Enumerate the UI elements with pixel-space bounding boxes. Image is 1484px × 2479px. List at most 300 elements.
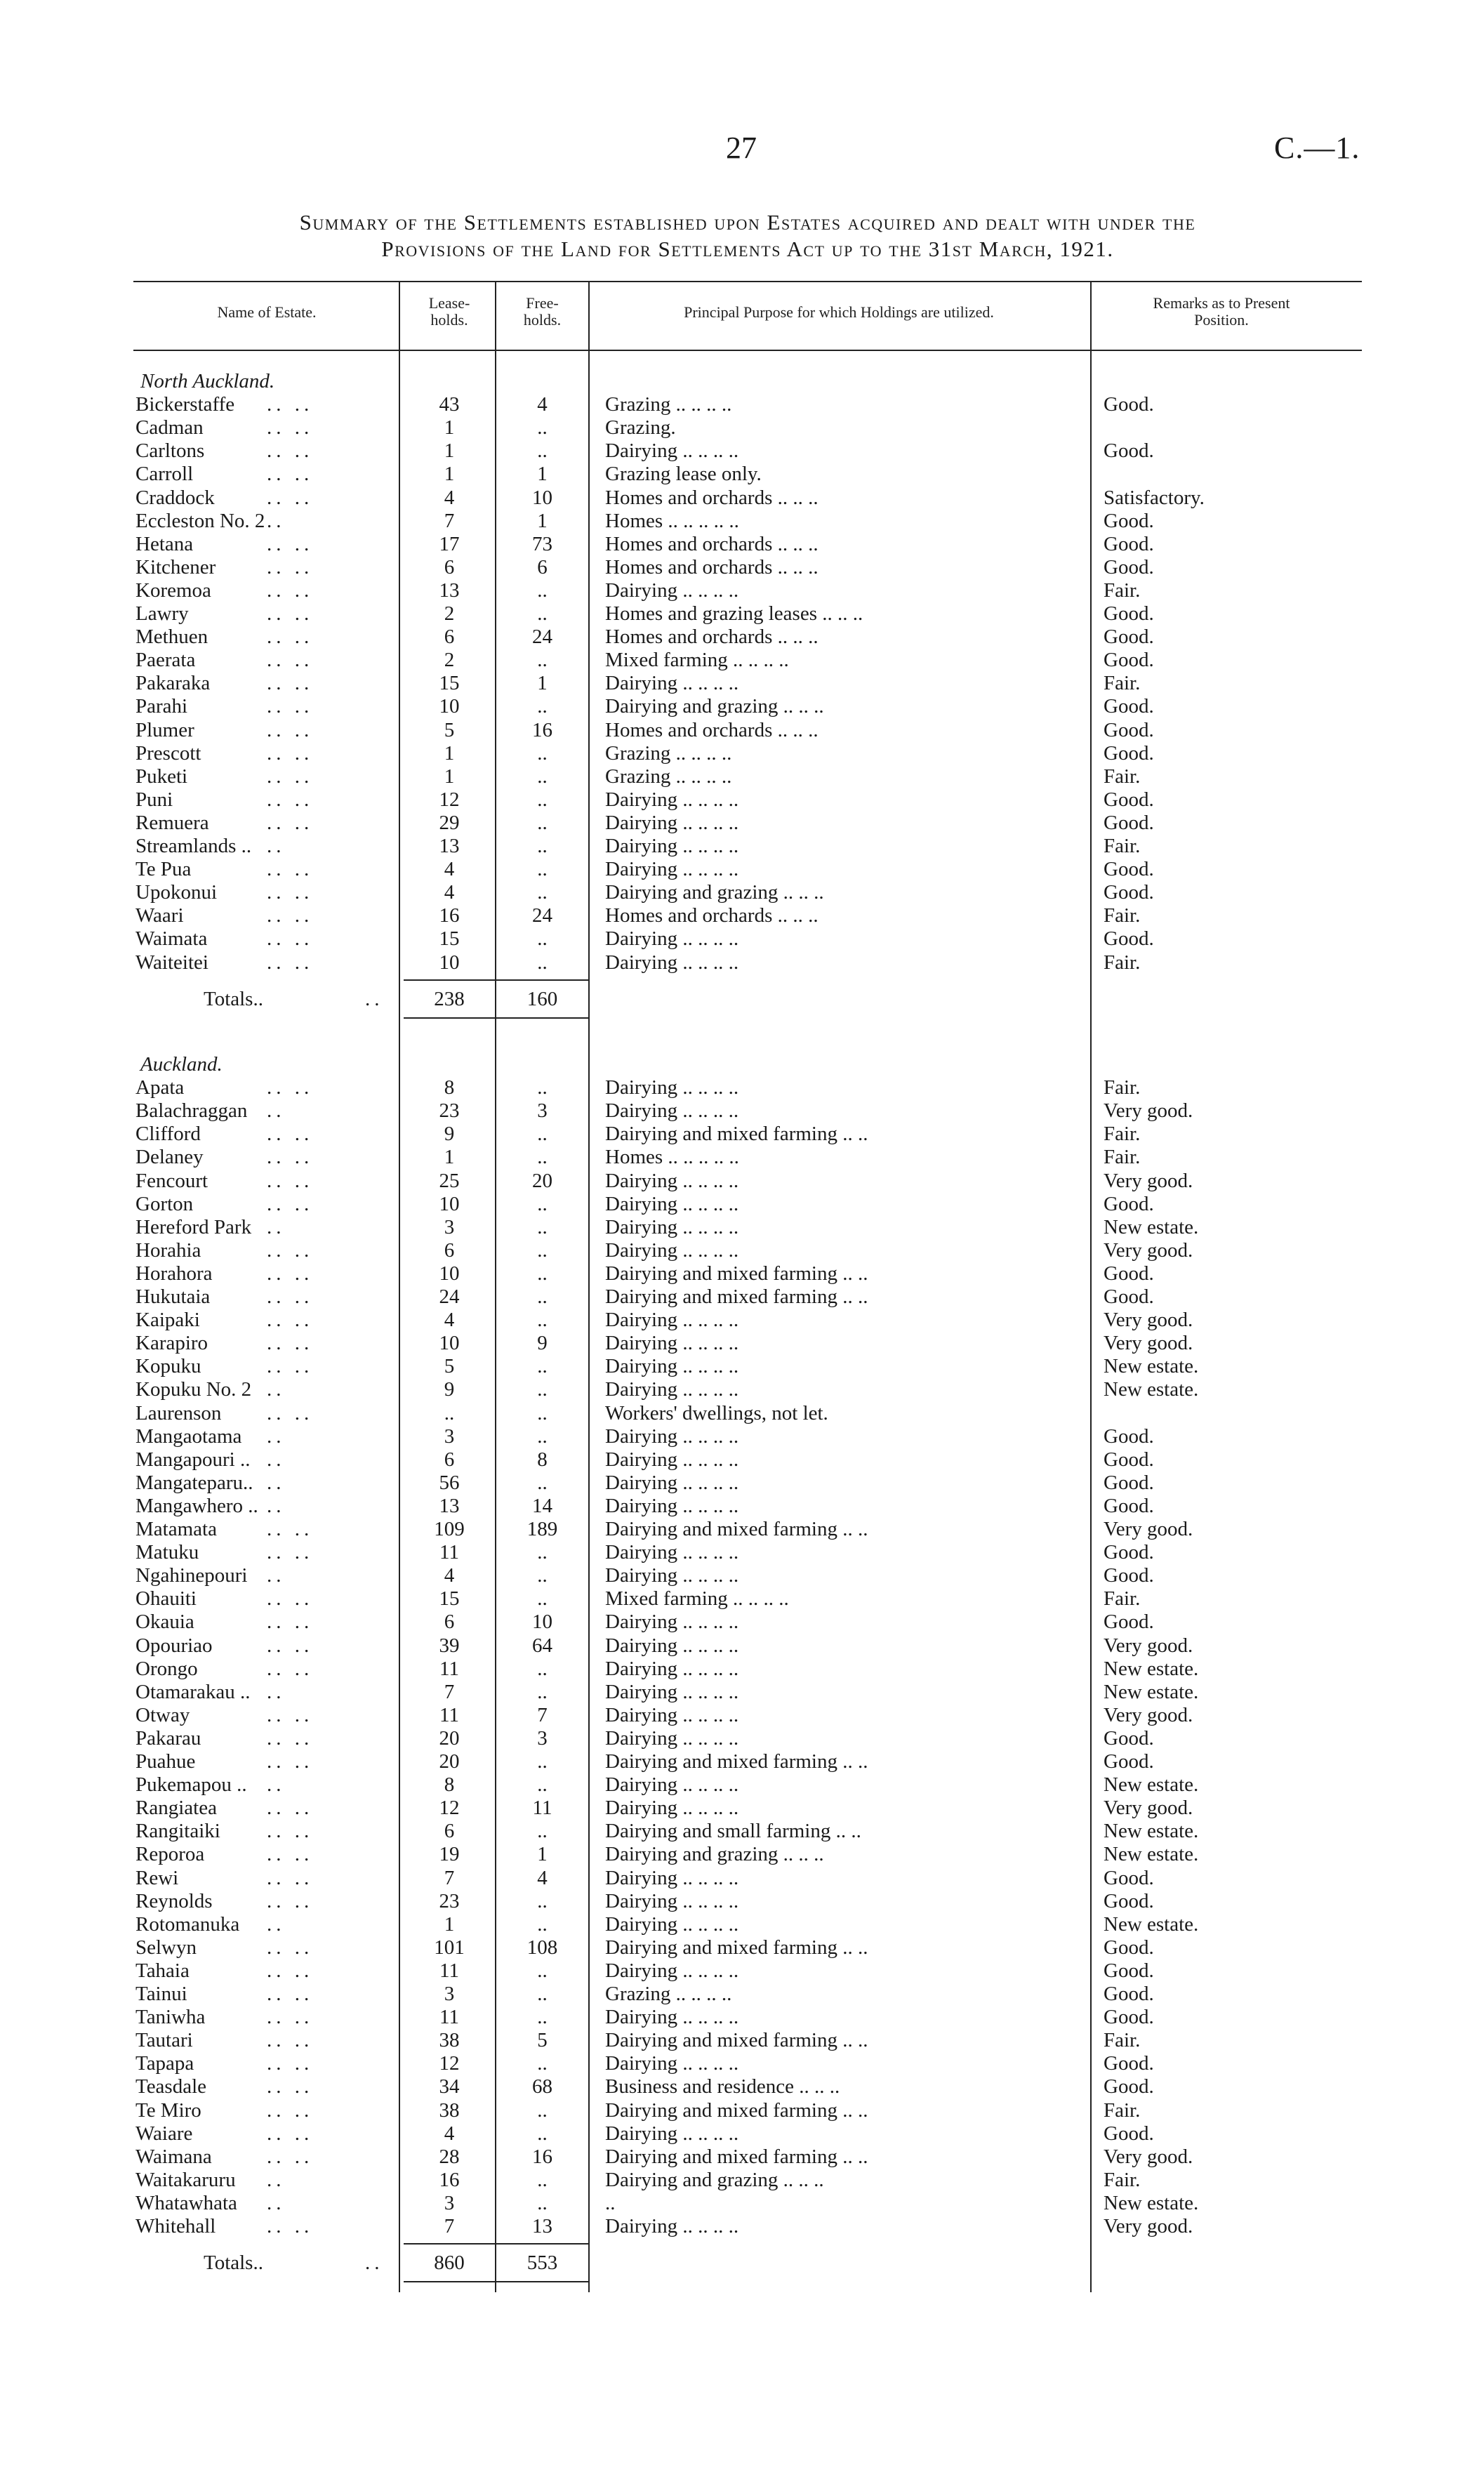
freeholds-value: 16 <box>532 718 552 741</box>
leader-dots: .. .. <box>267 1983 314 2005</box>
remarks-text: Fair. <box>1104 2029 1141 2052</box>
purpose-text: Dairying .. .. .. .. <box>605 1634 739 1657</box>
leaseholds-value: 6 <box>444 555 455 579</box>
estate-name: Waitakaruru <box>135 2168 236 2191</box>
table-row <box>0 602 1484 626</box>
totals-bottom-rule <box>404 2281 590 2282</box>
freeholds-value: .. <box>537 1983 548 2005</box>
leaseholds-value: 10 <box>439 1192 460 1215</box>
leader-dots: .. <box>267 1912 286 1936</box>
col-header-freeholds-2: holds. <box>523 311 562 329</box>
table-row <box>0 672 1484 695</box>
freeholds-value: .. <box>537 1912 548 1936</box>
table-row <box>0 1495 1484 1518</box>
leaseholds-value: 6 <box>444 1238 455 1262</box>
estate-name: Parahi <box>135 695 188 718</box>
freeholds-value: 68 <box>532 2075 552 2098</box>
table-row <box>0 1611 1484 1634</box>
purpose-text: Homes and orchards .. .. .. <box>605 532 819 555</box>
remarks-text: Fair. <box>1104 951 1141 974</box>
remarks-text: Good. <box>1104 439 1154 463</box>
table-row <box>0 2099 1484 2122</box>
totals-dots: .. <box>365 2252 384 2274</box>
freeholds-value: .. <box>537 858 548 881</box>
remarks-text: New estate. <box>1104 2191 1199 2214</box>
remarks-text: Fair. <box>1104 672 1141 695</box>
purpose-text: Grazing .. .. .. .. <box>605 1983 732 2005</box>
freeholds-value: 10 <box>532 1611 552 1634</box>
estate-name: Mangateparu.. <box>135 1471 253 1494</box>
totals-bottom-rule <box>404 1017 590 1019</box>
leader-dots: .. <box>267 835 286 857</box>
leader-dots: .. .. <box>267 951 314 974</box>
estate-name: Te Pua <box>135 858 192 881</box>
table-row <box>0 858 1484 881</box>
table-row <box>0 2192 1484 2215</box>
purpose-text: Dairying .. .. .. .. <box>605 1355 739 1378</box>
table-row <box>0 463 1484 486</box>
table-row <box>0 2006 1484 2029</box>
leaseholds-value: 56 <box>439 1471 460 1494</box>
purpose-text: Mixed farming .. .. .. .. <box>605 649 789 672</box>
purpose-text: Dairying and grazing .. .. .. <box>605 695 824 718</box>
remarks-text: Good. <box>1104 1726 1154 1750</box>
leaseholds-value: 13 <box>439 579 460 602</box>
purpose-text: Dairying and mixed farming .. .. <box>605 1518 868 1540</box>
purpose-text: Business and residence .. .. .. <box>605 2075 840 2098</box>
remarks-text: New estate. <box>1104 1843 1199 1866</box>
freeholds-value: .. <box>537 1587 548 1611</box>
leader-dots: .. .. <box>267 463 314 486</box>
estate-name: Mangawhero .. <box>135 1494 258 1517</box>
estate-name: Reporoa <box>135 1843 205 1866</box>
leader-dots: .. .. <box>267 695 314 718</box>
estate-name: Kitchener <box>135 555 216 579</box>
leader-dots: .. <box>267 1378 286 1401</box>
freeholds-value: .. <box>537 2168 548 2191</box>
purpose-text: Dairying .. .. .. .. <box>605 1378 739 1401</box>
purpose-text: Dairying .. .. .. .. <box>605 1657 739 1680</box>
remarks-text: Good. <box>1104 602 1154 625</box>
table-row <box>0 1541 1484 1564</box>
freeholds-value: .. <box>537 602 548 625</box>
section-heading: North Auckland. <box>140 370 275 392</box>
leaseholds-value: 3 <box>444 1424 455 1448</box>
leader-dots: .. .. <box>267 927 314 951</box>
remarks-text: Good. <box>1104 1564 1154 1587</box>
table-row <box>0 1587 1484 1611</box>
purpose-text: Dairying .. .. .. .. <box>605 1076 739 1099</box>
table-row <box>0 1146 1484 1169</box>
col-header-remarks-1: Remarks as to Present <box>1153 294 1290 312</box>
col-header-leaseholds-2: holds. <box>430 311 468 329</box>
estate-name: Craddock <box>135 486 215 509</box>
purpose-text: Dairying .. .. .. .. <box>605 1332 739 1355</box>
leader-dots: .. .. <box>267 1726 314 1750</box>
freeholds-value: .. <box>537 1889 548 1912</box>
purpose-text: Dairying .. .. .. .. <box>605 2215 739 2237</box>
leaseholds-value: 11 <box>439 1541 459 1564</box>
freeholds-value: 3 <box>537 1726 548 1750</box>
table-row <box>0 439 1484 463</box>
table-row <box>0 927 1484 951</box>
freeholds-value: .. <box>537 439 548 463</box>
remarks-text: Good. <box>1104 1889 1154 1912</box>
leaseholds-value: 5 <box>444 718 455 741</box>
freeholds-value: 1 <box>537 463 548 486</box>
leader-dots: .. .. <box>267 439 314 463</box>
table-row <box>0 812 1484 835</box>
purpose-text: Dairying .. .. .. .. <box>605 1215 739 1238</box>
leaseholds-value: 38 <box>439 2098 460 2122</box>
leader-dots: .. <box>267 1448 286 1471</box>
leaseholds-value: 4 <box>444 1309 455 1332</box>
freeholds-value: 14 <box>532 1494 552 1517</box>
remarks-text: Very good. <box>1104 2215 1193 2237</box>
estate-name: Kopuku No. 2 <box>135 1378 252 1401</box>
freeholds-value: .. <box>537 811 548 834</box>
purpose-text: Dairying .. .. .. .. <box>605 1726 739 1750</box>
table-row <box>0 904 1484 927</box>
purpose-text: Dairying .. .. .. .. <box>605 1541 739 1564</box>
freeholds-value: .. <box>537 927 548 951</box>
purpose-text: .. <box>605 2191 616 2214</box>
purpose-text: Dairying .. .. .. .. <box>605 672 739 695</box>
leader-dots: .. .. <box>267 626 314 649</box>
leader-dots: .. .. <box>267 1518 314 1540</box>
leaseholds-value: 12 <box>439 1797 460 1820</box>
table-row <box>0 1378 1484 1401</box>
remarks-text: Good. <box>1104 2052 1154 2075</box>
leader-dots: .. .. <box>267 858 314 881</box>
leaseholds-value: 6 <box>444 626 455 649</box>
remarks-text: Good. <box>1104 1424 1154 1448</box>
remarks-text: Good. <box>1104 1471 1154 1494</box>
leaseholds-value: 8 <box>444 1773 455 1797</box>
table-row <box>0 393 1484 416</box>
freeholds-value: 73 <box>532 532 552 555</box>
freeholds-value: .. <box>537 1123 548 1146</box>
purpose-text: Homes and orchards .. .. .. <box>605 555 819 579</box>
leaseholds-value: 15 <box>439 1587 460 1611</box>
freeholds-value: .. <box>537 881 548 904</box>
freeholds-value: .. <box>537 1773 548 1797</box>
purpose-text: Dairying and mixed farming .. .. <box>605 1262 868 1285</box>
leader-dots: .. .. <box>267 1936 314 1959</box>
freeholds-value: .. <box>537 416 548 439</box>
freeholds-value: .. <box>537 835 548 857</box>
estate-name: Methuen <box>135 626 208 649</box>
table-row <box>0 2146 1484 2169</box>
freeholds-value: .. <box>537 1355 548 1378</box>
estate-name: Upokonui <box>135 881 217 904</box>
remarks-text: Good. <box>1104 1541 1154 1564</box>
purpose-text: Dairying and grazing .. .. .. <box>605 2168 824 2191</box>
leaseholds-value: 43 <box>439 393 460 416</box>
freeholds-value: .. <box>537 1192 548 1215</box>
freeholds-value: 1 <box>537 672 548 695</box>
remarks-text: Very good. <box>1104 1634 1193 1657</box>
leaseholds-value: 13 <box>439 835 460 857</box>
leader-dots: .. .. <box>267 1262 314 1285</box>
remarks-text: New estate. <box>1104 1912 1199 1936</box>
leader-dots: .. .. <box>267 1611 314 1634</box>
purpose-text: Homes and orchards .. .. .. <box>605 718 819 741</box>
freeholds-value: 16 <box>532 2145 552 2168</box>
remarks-text: Good. <box>1104 2006 1154 2029</box>
purpose-text: Dairying .. .. .. .. <box>605 811 739 834</box>
table-row <box>0 2122 1484 2146</box>
leader-dots: .. .. <box>267 1959 314 1982</box>
remarks-text: Fair. <box>1104 2098 1141 2122</box>
table-row <box>0 1820 1484 1843</box>
purpose-text: Dairying and grazing .. .. .. <box>605 1843 824 1866</box>
purpose-text: Dairying .. .. .. .. <box>605 1611 739 1634</box>
table-row <box>0 1332 1484 1355</box>
leaseholds-value: 15 <box>439 927 460 951</box>
leader-dots: .. <box>267 1471 286 1494</box>
table-row <box>0 510 1484 533</box>
leaseholds-value: 23 <box>439 1889 460 1912</box>
totals-dots: .. <box>365 988 384 1010</box>
remarks-text: New estate. <box>1104 1657 1199 1680</box>
leaseholds-value: 2 <box>444 649 455 672</box>
header-top-rule <box>133 281 1362 282</box>
freeholds-value: .. <box>537 765 548 788</box>
purpose-text: Dairying .. .. .. .. <box>605 951 739 974</box>
leaseholds-value: 5 <box>444 1355 455 1378</box>
estate-name: Bickerstaffe <box>135 393 235 416</box>
leader-dots: .. .. <box>267 1192 314 1215</box>
remarks-text: Very good. <box>1104 1518 1193 1540</box>
table-row <box>0 533 1484 556</box>
remarks-text: Good. <box>1104 1983 1154 2005</box>
table-row <box>0 1797 1484 1820</box>
leader-dots: .. .. <box>267 1309 314 1332</box>
freeholds-value: .. <box>537 1285 548 1308</box>
remarks-text: Good. <box>1104 1611 1154 1634</box>
leader-dots: .. <box>267 1773 286 1797</box>
estate-name: Rotomanuka <box>135 1912 240 1936</box>
purpose-text: Dairying .. .. .. .. <box>605 1192 739 1215</box>
leaseholds-value: 7 <box>444 2215 455 2237</box>
purpose-text: Dairying .. .. .. .. <box>605 2006 739 2029</box>
estate-name: Karapiro <box>135 1332 208 1355</box>
estate-name: Waimata <box>135 927 208 951</box>
leaseholds-value: 17 <box>439 532 460 555</box>
freeholds-value: .. <box>537 2006 548 2029</box>
title-line-1: Summary of the Settlements established upon Estates acquired and dealt with under the <box>299 210 1196 234</box>
freeholds-value: 1 <box>537 509 548 532</box>
leaseholds-value: 6 <box>444 1611 455 1634</box>
purpose-text: Dairying .. .. .. .. <box>605 1703 739 1726</box>
estate-name: Mangapouri .. <box>135 1448 251 1471</box>
totals-label: Totals.. <box>204 988 263 1010</box>
estate-name: Rangiatea <box>135 1797 217 1820</box>
freeholds-value: 4 <box>537 1866 548 1889</box>
remarks-text: Fair. <box>1104 1146 1141 1169</box>
remarks-text: Good. <box>1104 393 1154 416</box>
remarks-text: New estate. <box>1104 1773 1199 1797</box>
leaseholds-value: 10 <box>439 1332 460 1355</box>
remarks-text: Good. <box>1104 741 1154 765</box>
remarks-text: Fair. <box>1104 1587 1141 1611</box>
purpose-text: Dairying .. .. .. .. <box>605 788 739 811</box>
table-row <box>0 556 1484 579</box>
freeholds-value: .. <box>537 1262 548 1285</box>
freeholds-value: .. <box>537 1750 548 1773</box>
estate-name: Plumer <box>135 718 194 741</box>
freeholds-value: .. <box>537 1541 548 1564</box>
leader-dots: .. .. <box>267 1703 314 1726</box>
remarks-text: Good. <box>1104 509 1154 532</box>
remarks-text: Good. <box>1104 1494 1154 1517</box>
purpose-text: Homes and orchards .. .. .. <box>605 486 819 509</box>
table-row <box>0 1193 1484 1216</box>
freeholds-value: 4 <box>537 393 548 416</box>
table-row <box>0 881 1484 904</box>
leader-dots: .. .. <box>267 486 314 509</box>
remarks-text: Fair. <box>1104 2168 1141 2191</box>
estate-name: Otamarakau .. <box>135 1680 251 1703</box>
leaseholds-value: 39 <box>439 1634 460 1657</box>
totals-label: Totals.. <box>204 2252 263 2274</box>
leaseholds-value: 10 <box>439 951 460 974</box>
purpose-text: Grazing .. .. .. .. <box>605 393 732 416</box>
remarks-text: Good. <box>1104 626 1154 649</box>
table-row <box>0 2169 1484 2192</box>
leaseholds-value: 1 <box>444 765 455 788</box>
leaseholds-value: 6 <box>444 1448 455 1471</box>
table-row <box>0 487 1484 510</box>
purpose-text: Dairying .. .. .. .. <box>605 858 739 881</box>
purpose-text: Dairying .. .. .. .. <box>605 1912 739 1936</box>
col-header-freeholds-1: Free- <box>526 294 559 312</box>
purpose-text: Dairying .. .. .. .. <box>605 579 739 602</box>
leaseholds-value: 1 <box>444 416 455 439</box>
estate-name: Reynolds <box>135 1889 213 1912</box>
estate-name: Opouriao <box>135 1634 213 1657</box>
title-line-2: Provisions of the Land for Settlements Act up to the 31st March, 1921. <box>381 237 1114 261</box>
table-row <box>0 1472 1484 1495</box>
remarks-text: Good. <box>1104 1192 1154 1215</box>
freeholds-value: 6 <box>537 555 548 579</box>
leaseholds-value: 8 <box>444 1076 455 1099</box>
estate-name: Eccleston No. 2 <box>135 509 265 532</box>
table-row <box>0 1843 1484 1866</box>
remarks-text: Fair. <box>1104 1123 1141 1146</box>
purpose-text: Dairying and mixed farming .. .. <box>605 1936 868 1959</box>
section-heading: Auckland. <box>140 1053 223 1076</box>
leader-dots: .. .. <box>267 393 314 416</box>
table-row <box>0 1773 1484 1797</box>
estate-name: Rangitaiki <box>135 1820 220 1843</box>
remarks-text: Good. <box>1104 811 1154 834</box>
table-row <box>0 1681 1484 1704</box>
leaseholds-value: 11 <box>439 1959 459 1982</box>
estate-name: Te Miro <box>135 2098 201 2122</box>
leaseholds-value: 11 <box>439 1657 459 1680</box>
leaseholds-value: 9 <box>444 1123 455 1146</box>
remarks-text: Very good. <box>1104 1309 1193 1332</box>
purpose-text: Dairying .. .. .. .. <box>605 1959 739 1982</box>
table-row <box>0 742 1484 765</box>
leaseholds-value: 11 <box>439 2006 459 2029</box>
leader-dots: .. .. <box>267 765 314 788</box>
leader-dots: .. <box>267 2191 286 2214</box>
freeholds-value: .. <box>537 579 548 602</box>
estate-name: Streamlands .. <box>135 835 252 857</box>
estate-name: Pukemapou .. <box>135 1773 247 1797</box>
remarks-text: Good. <box>1104 927 1154 951</box>
table-row <box>0 1285 1484 1309</box>
purpose-text: Dairying .. .. .. .. <box>605 1238 739 1262</box>
leaseholds-value: 3 <box>444 1215 455 1238</box>
purpose-text: Dairying .. .. .. .. <box>605 2052 739 2075</box>
table-row <box>0 1402 1484 1425</box>
leader-dots: .. .. <box>267 2122 314 2145</box>
table-row <box>0 1309 1484 1332</box>
remarks-text: Fair. <box>1104 1076 1141 1099</box>
leaseholds-value: 3 <box>444 2191 455 2214</box>
leaseholds-value: 7 <box>444 1680 455 1703</box>
estate-name: Matuku <box>135 1541 199 1564</box>
remarks-text: Good. <box>1104 1285 1154 1308</box>
table-row <box>0 1076 1484 1099</box>
leader-dots: .. .. <box>267 2215 314 2237</box>
leaseholds-value: 4 <box>444 881 455 904</box>
remarks-text: Good. <box>1104 649 1154 672</box>
purpose-text: Homes and orchards .. .. .. <box>605 904 819 927</box>
estate-name: Teasdale <box>135 2075 207 2098</box>
remarks-text: Very good. <box>1104 1332 1193 1355</box>
leader-dots: .. .. <box>267 1355 314 1378</box>
leaseholds-value: 7 <box>444 509 455 532</box>
leader-dots: .. <box>267 509 286 532</box>
header-bottom-rule <box>133 350 1362 351</box>
estate-name: Waiteitei <box>135 951 208 974</box>
estate-name: Hereford Park <box>135 1215 252 1238</box>
table-row <box>0 2029 1484 2052</box>
remarks-text: Good. <box>1104 1750 1154 1773</box>
estate-name: Prescott <box>135 741 201 765</box>
remarks-text: Good. <box>1104 695 1154 718</box>
estate-name: Paerata <box>135 649 196 672</box>
table-row <box>0 788 1484 812</box>
leader-dots: .. .. <box>267 718 314 741</box>
estate-name: Lawry <box>135 602 189 625</box>
estate-name: Remuera <box>135 811 209 834</box>
purpose-text: Grazing .. .. .. .. <box>605 741 732 765</box>
estate-name: Pakarau <box>135 1726 201 1750</box>
purpose-text: Dairying .. .. .. .. <box>605 1564 739 1587</box>
estate-name: Matamata <box>135 1518 217 1540</box>
remarks-text: Fair. <box>1104 904 1141 927</box>
freeholds-value: 13 <box>532 2215 552 2237</box>
freeholds-value: 64 <box>532 1634 552 1657</box>
leader-dots: .. .. <box>267 881 314 904</box>
totals-top-rule <box>404 979 590 981</box>
freeholds-value: 9 <box>537 1332 548 1355</box>
freeholds-value: 24 <box>532 626 552 649</box>
table-row <box>0 1727 1484 1750</box>
leaseholds-value: 20 <box>439 1750 460 1773</box>
leader-dots: .. .. <box>267 672 314 695</box>
leader-dots: .. <box>267 1680 286 1703</box>
leader-dots: .. .. <box>267 1657 314 1680</box>
freeholds-value: 10 <box>532 486 552 509</box>
remarks-text: Very good. <box>1104 1169 1193 1192</box>
